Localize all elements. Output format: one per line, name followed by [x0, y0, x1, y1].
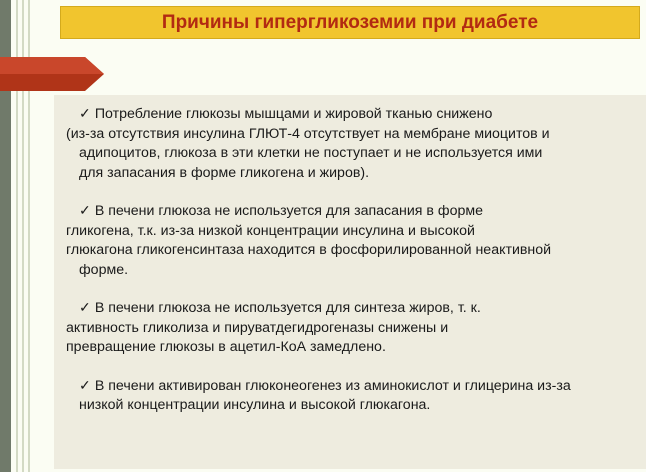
content-text — [66, 105, 636, 416]
slide-title: Причины гипергликоземии при диабете — [161, 11, 539, 33]
block-1-line: для запасания в форме гликогена и жиров). — [79, 164, 370, 181]
block-4-line: низкой концентрации инсулина и высокой глюкагона. — [79, 397, 431, 413]
block-2-line: глюкагона гликогенсинтаза находится в фосфорилированной неактивной — [66, 242, 552, 258]
block-3-first-line: ✓ В печени глюкоза не используется для синтеза жиров, т. к. — [79, 300, 481, 316]
red-arrow-shape — [0, 57, 104, 91]
block-3-line: активность гликолиза и пируватдегидрогеназы снижены и — [66, 319, 449, 336]
block-1-line: адипоцитов, глюкоза в эти клетки не поступает и не используется ими — [79, 145, 543, 161]
block-1-first-line: ✓ Потребление глюкозы мышцами и жировой тканью снижено — [79, 106, 493, 122]
block-1-line: (из-за отсутствия инсулина ГЛЮТ-4 отсутствует на мембране миоцитов и — [66, 125, 550, 142]
block-2-line: форме. — [79, 261, 129, 278]
block-2-line: гликогена, т.к. из-за низкой концентрации инсулина и высокой — [66, 222, 475, 239]
block-2-first-line: ✓ В печени глюкоза не используется для запасания в форме — [79, 203, 484, 219]
title-banner — [60, 6, 640, 39]
block-4-first-line: ✓ В печени активирован глюконеогенез из аминокислот и глицерина из-за — [79, 377, 571, 394]
block-3-line: превращение глюкозы в ацетил-КоА замедлено. — [66, 339, 386, 355]
